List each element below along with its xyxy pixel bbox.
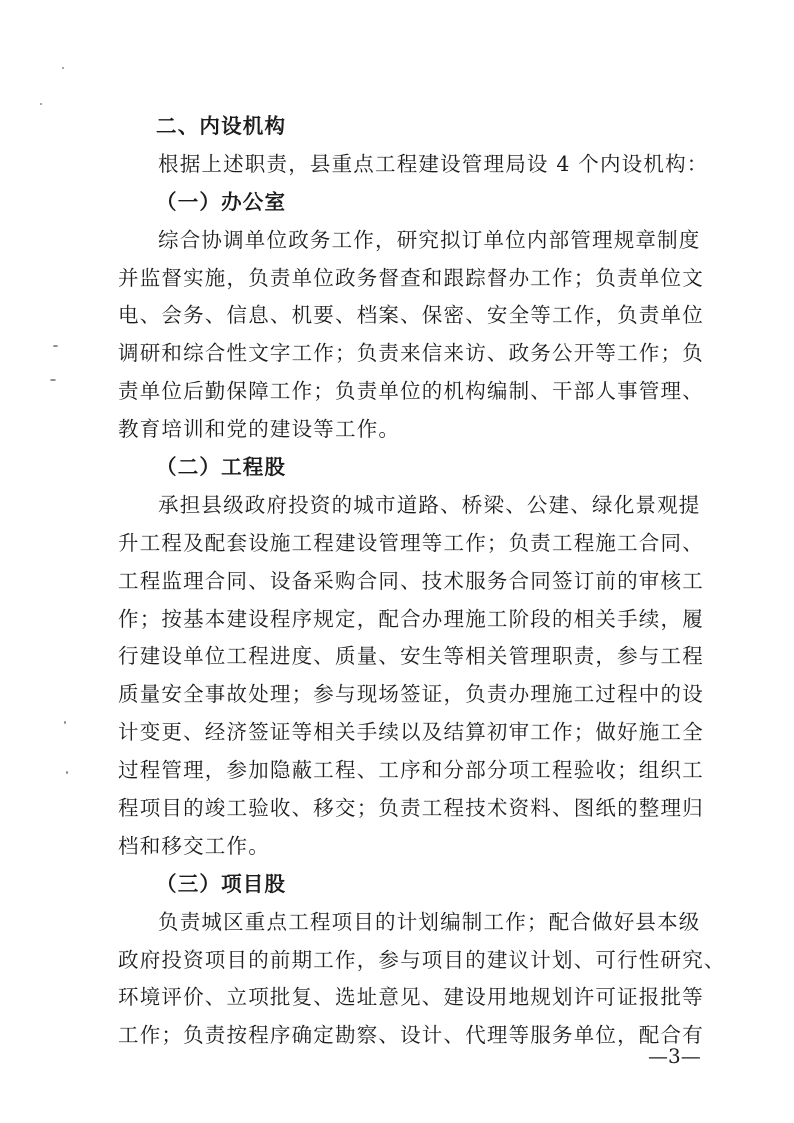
paragraph-line: 计变更、经济签证等相关手续以及结算初审工作；做好施工全 xyxy=(118,720,704,745)
paragraph-line: 程项目的竣工验收、移交；负责工程技术资料、图纸的整理归 xyxy=(118,796,704,821)
paragraph-line: 负责城区重点工程项目的计划编制工作；配合做好县本级 xyxy=(158,909,701,934)
paragraph-line: 过程管理，参加隐蔽工程、工序和分部分项工程验收；组织工 xyxy=(118,758,704,783)
paragraph-line: 质量安全事故处理；参与现场签证，负责办理施工过程中的设 xyxy=(118,682,704,707)
paragraph-line: 档和移交工作。 xyxy=(118,833,270,858)
unit-heading-engineering: （二）工程股 xyxy=(156,455,287,480)
paragraph-line: 政府投资项目的前期工作，参与项目的建议计划、可行性研究、 xyxy=(118,947,726,972)
paragraph-line: 责单位后勤保障工作；负责单位的机构编制、干部人事管理、 xyxy=(118,379,704,404)
page-number: —3— xyxy=(648,1044,701,1068)
scan-speck xyxy=(66,771,68,774)
scan-speck xyxy=(62,67,64,69)
paragraph-line: 电、会务、信息、机要、档案、保密、安全等工作，负责单位 xyxy=(118,303,704,328)
paragraph-line: 行建设单位工程进度、质量、安生等相关管理职责，参与工程 xyxy=(118,644,704,669)
scan-speck xyxy=(64,721,66,724)
paragraph-line: 调研和综合性文字工作；负责来信来访、政务公开等工作；负 xyxy=(118,341,704,366)
paragraph-line: 环境评价、立项批复、选址意见、建设用地规划许可证报批等 xyxy=(118,985,704,1010)
paragraph-line: 并监督实施，负责单位政务督查和跟踪督办工作；负责单位文 xyxy=(118,265,704,290)
paragraph-line: 承担县级政府投资的城市道路、桥梁、公建、绿化景观提 xyxy=(158,492,701,517)
paragraph-line: 升工程及配套设施工程建设管理等工作；负责工程施工合同、 xyxy=(118,530,704,555)
paragraph-line: 作；按基本建设程序规定，配合办理施工阶段的相关手续，履 xyxy=(118,606,704,631)
unit-heading-office: （一）办公室 xyxy=(156,189,287,214)
paragraph-line: 工程监理合同、设备采购合同、技术服务合同签订前的审核工 xyxy=(118,568,704,593)
document-body xyxy=(118,108,726,1055)
unit-heading-project: （三）项目股 xyxy=(156,871,287,896)
paragraph-line: 教育培训和党的建设等工作。 xyxy=(118,417,401,442)
paragraph-line: 工作；负责按程序确定勘察、设计、代理等服务单位，配合有 xyxy=(118,1023,704,1048)
scan-speck xyxy=(40,103,42,105)
intro-paragraph: 根据上述职责，县重点工程建设管理局设 4 个内设机构： xyxy=(158,151,709,176)
scan-speck xyxy=(50,379,56,381)
section-title: 二、内设机构 xyxy=(156,114,287,138)
paragraph-line: 综合协调单位政务工作，研究拟订单位内部管理规章制度 xyxy=(158,227,701,252)
scan-speck xyxy=(53,345,58,347)
